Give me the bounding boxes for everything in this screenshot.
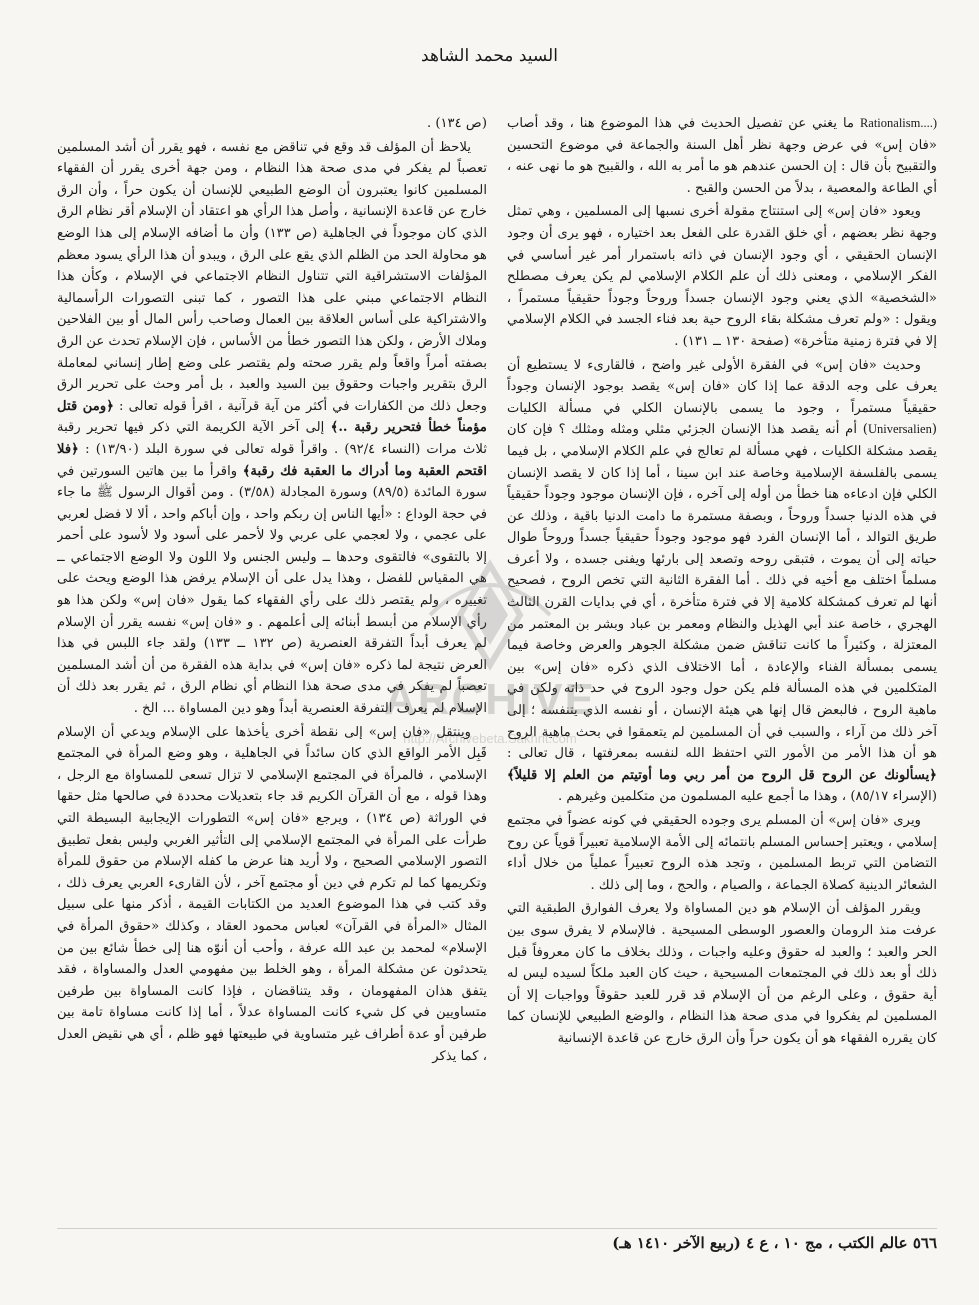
quran-verse: ﴿يسألونك عن الروح قل الروح من أمر ربي وما أوتيتم من العلم إلا قليلاً﴾	[507, 767, 937, 783]
paragraph	[507, 113, 937, 199]
paragraph-text: وحديث «فان إس» في الفقرة الأولى غير واضح ، فالقارىء لا يستطيع أن يعرف على وجه الدقة عما إذا كان «فان إس» يقصد بوجود الإنسان وجوداً حقيقياً مستمراً ، وجود ما يسمى بالإنسان الكلي في مسألة الكليات (	[507, 357, 937, 438]
paragraph-text: ) أم أنه يقصد هذا الإنسان الجزئي مثلي ومثله ومثلك ؟ فإن كان يقصد مشكلة الكليات ، فهي مسألة لم تعالج في علم الكلام الإسلامي ، بل فيما يسمى بالفلسفة الإسلامية وخاصة عند ابن سينا ، أما إذا كان لا يقصد الإنسان الكلي فإن ادعاءه هنا خطأ من أوله إلى آخره ، فإن الإنسان موجود وجوداً حقيقياً في هذه الدنيا جسداً وروحاً ، وبصفة مستمرة ما دامت الدنيا باقية ، وذلك عن طريق التوالد ، أما الإنسان الفرد فهو موجود وجوداً حقيقياً جسداً وروحاً طوال حياته إلى أن يموت ، فتبقى روحه وتصعد إلى بارئها ويفنى جسده ، ولا أعرف مسلماً اختلف مع أخيه في ذلك . أما الفقرة الثانية التي تخص الروح ، فصحيح أنها لم تعرف كمشكلة كلامية إلا في فترة متأخرة ، أي في بدايات القرن الثالث الهجري ، خاصة عند أبي الهذيل والنظام ومعمر بن عباد وبشر بن المعتمر من المعتزلة ، وكثيراً ما كانت تناقش ضمن مشكلة الجوهر والعرض وخاصة فيما يسمى بمسألة الفناء والإعادة ، أما الاختلاف الذي ذكره «فان إس» بين المتكلمين في هذه المسألة فلم يكن حول وجود الروح في حد ذاته ولكن في ماهية الروح ، فالبعض قال إنها هي هيئة الإنسان ، أو نفسه الذي يتنفسه ؛ إلى آخر ذلك من آراء ، والسبب في أن المسلمين لم يتعمقوا في بحث ماهية الروح هو أن هذا الأمر من الأمور التي احتفظ الله لنفسه بمعرفتها ، قال تعالى :	[507, 422, 937, 762]
watermark-url: http://Archivebeta.Sakhrit.com	[403, 731, 577, 746]
footer-divider	[57, 1228, 937, 1229]
right-column	[507, 113, 937, 1223]
paragraph: ويرى «فان إس» أن المسلم يرى وجوده الحقيقي في كونه عضواً في مجتمع إسلامي ، ويعتبر إحساس المسلم بانتمائه إلى الأمة الإسلامية تعبيراً قوياً عن روح التضامن التي تربط المسلمين ، وتجد هذه الروح تعبيراً عملياً من خلال أداء الشعائر الدينية كصلاة الجماعة ، والصيام ، والحج ، وما إلى ذلك .	[507, 813, 937, 893]
paragraph-text: ما يغني عن تفصيل الحديث في هذا الموضوع هنا ، وقد أصاب «فان إس» في عرض وجهة نظر أهل السنة والجماعة في موضوع التحسين والتقبيح بأن قال : إن الحسن عندهم هو ما أمر به الله ، والقبيح هو ما نهى عنه ، أي الطاعة والمعصية ، بدلاً من الحسن والقبح .	[507, 116, 937, 196]
watermark-text: ARCHIVE	[383, 675, 597, 724]
latin-term: Universalien	[867, 422, 932, 437]
paragraph-text: يلاحظ أن المؤلف قد وقع في تناقض مع نفسه ، فهو يقرر أن أشد المسلمين تعصباً لم يفكر في مدى صحة هذا النظام ، ومن جهة أخرى يقرر أن الفقهاء المسلمين كانوا يعتبرون أن الوضع الطبيعي للإنسان أن يكون حراً ، وأن الرق خارج عن قاعدة الإنسانية ، وأصل هذا الرأي هو اعتقاد أن الإسلام أقر نظام الرق الذي كان موجوداً في الجاهلية (ص ١٣٣) وأن ما أضافه الإسلام إلى هذا الوضع هو محاولة الحد من الظلم الذي يقع على الرق ، ويبدو أن هذا الرأي يسود معظم المؤلفات الاستشراقية التي تتناول النظام الاجتماعي في الإسلام ، وكأن هذا النظام الاجتماعي مبني على هذا التصور ، كما تبنى التصورات الرأسمالية والاشتراكية على أساس العلاقة بين العمال وصاحب رأس المال أو بين الفلاحين وملاك الأرض ، ولكن هذا التصور خطأ من الأساس ، فإن الإسلام تحدث عن الرق بصفته أمراً واقعاً ولم يقرر صحته ولم يقتصر على وضع إطار إنساني لمعاملة الرق بتقرير واجبات وحقوق بين السيد والعبد ، بل أمر وحث على تحرير الرق وجعل ذلك من الكفارات في أكثر من آية قرآنية ، اقرأ قوله تعالى :	[57, 139, 487, 414]
paragraph: وينتقل «فان إس» إلى نقطة أخرى يأخذها على الإسلام ويدعي أن الإسلام قَبِل الأمر الواقع الذي كان سائداً في الجاهلية ، وهو وضع المرأة في المجتمع الإسلامي ، فالمرأة في المجتمع الإسلامي لا تزال تسعى للمساواة مع الرجل ، وهذا قوله ، مع أن القرآن الكريم قد جاء بتعديلات محددة في صالحها مثل حقها في الوراثة (ص ١٣٤) ، ويرجع «فان إس» التطورات الإيجابية البسيطة التي طرأت على المرأة في المجتمع الإسلامي إلى التأثير الغربي وليس بفعل تطبيق التصور الإسلامي الصحيح ، ولا أريد هنا عرض ما كفله الإسلام من حقوق للمرأة وتكريمها كما لم تكرم في دين أو مجتمع آخر ، لأن القارىء العربي يعرف ذلك ، وقد كتب في هذا الموضوع العديد من الكتابات القيمة ، أذكر منها على سبيل المثال «المرأة في القرآن» لعباس محمود العقاد ، وكذلك «حقوق المرأة في الإسلام» لمحمد بن عبد الله عرفة ، وأحب أن أنوّه هنا إلى خطأ شائع بين من يتحدثون عن مشكلة المرأة ، وهو الخلط بين مفهومي العدل والمساواة ، فقد يتفق هذان المفهومان ، وقد يتناقضان ، فإذا كانت المساواة بين طرفين متساويين في كل شيء كانت المساواة عدلاً ، أما إذا كانت مساواة تامة بين طرفين أو عدة أطراف غير متساوية في طبيعتها فهو ظلم ، أي هي نقيض العدل ، كما يذكر	[57, 724, 487, 1064]
quran-verse: ﴿ومن قتل مؤمناً خطأ فتحرير رقبة ..﴾	[57, 398, 487, 436]
paragraph: (ص ١٣٤) .	[426, 116, 487, 131]
quran-verse: ﴿فلا اقتحم العقبة وما أدراك ما العقبة فك رقبة﴾	[57, 441, 487, 479]
paragraph-text: إلى آخر الآية الكريمة التي ذكر فيها تحرير رقبة ثلاث مرات (النساء ٩٢/٤) . واقرأ قوله تعالى في سورة البلد (١٣/٩٠) :	[57, 420, 487, 457]
paragraph	[507, 355, 937, 808]
page-number: ٥٦٦	[912, 1234, 937, 1252]
paragraph-text: (الإسراء ٨٥/١٧) ، وهذا ما أجمع عليه المسلمون من متكلمين وغيرهم .	[558, 789, 937, 805]
journal-citation: عالم الكتب ، مج ١٠ ، ع ٤ (ربيع الآخر ١٤١٠ هـ)	[612, 1234, 908, 1252]
paragraph: ويعود «فان إس» إلى استنتاج مقولة أخرى نسبها إلى المسلمين ، وهي تمثل وجهة نظر بعضهم ، أي خلق القدرة على الفعل بعد اختياره ، فهو يرى أن وجود الإنسان الحقيقي ، أي وجود الإنسان في ذاته باستمرار أمر غير أساسي في الفكر الإسلامي ، ومعنى ذلك أن علم الكلام الإسلامي لم يكن يعرف مصطلح «الشخصية» الذي يعني وجود الإنسان جسداً وروحاً وجوداً حقيقياً مستمراً ، ويقول : «ولم تعرف مشكلة بقاء الروح حية بعد فناء الجسد في الكلام الإسلامي إلا في فترة زمنية متأخرة» (صفحة ١٣٠ ــ ١٣١) .	[507, 204, 937, 349]
paragraph	[57, 137, 487, 720]
running-title: السيد محمد الشاهد	[421, 46, 558, 66]
paragraph: ويقرر المؤلف أن الإسلام هو دين المساواة ولا يعرف الفوارق الطبقية التي عرفت منذ الرومان والعصور الوسطى المسيحية . فالإسلام لا يفرق سوى بين الحر والعبد ؛ والعبد له حقوق وعليه واجبات ، وذلك بخلاف ما كان معروفاً قبل ذلك أو بعد ذلك في المجتمعات المسيحية ، حيث كان العبد ملكاً لسيده ليس له أية حقوق ، وعلى الرغم من أن الإسلام قد قرر للعبد حقوقاً وواجبات إلا أن المسلمين لم يفكروا في مدى صحة هذا النظام ، والوضع الطبيعي للإنسان كما كان يقرره الفقهاء هو أن يكون حراً وأن الرق خارج عن قاعدة الإنسانية	[507, 901, 937, 1046]
left-column	[57, 113, 487, 1223]
page-footer	[612, 1234, 937, 1252]
paragraph-text: واقرأ ما بين هاتين السورتين في سورة المائدة (٨٩/٥) وسورة المجادلة (٣/٥٨) . ومن أقوال الرسول ﷺ ما جاء في حجة الوداع : «أيها الناس إن ربكم واحد ، وإن أباكم واحد ، ألا لا فضل لعربي على عجمي ، ولا لعجمي على عربي ولا لأحمر على أسود ولا لأسود على أحمر إلا بالتقوى» فالتقوى وحدها ــ وليس الجنس ولا اللون ولا الوضع الاجتماعي ــ هي المقياس للفضل ، وهذا يدل على أن الإسلام يرفض هذا الوضع ويحث على تغييره ، ولم يقتصر ذلك على رأي الفقهاء كما يقول «فان إس» ولكن هذا هو رأي الإسلام من أبسط أبنائه إلى أعلمهم . و «فان إس» نفسه يقرر أن الإسلام لم يعرف أبداً التفرقة العنصرية (ص ١٣٢ ــ ١٣٣) ولقد جاء اللبس في هذا العرض نتيجة لما ذكره «فان إس» في بداية هذه الفقرة من أن أشد المسلمين تعصباً لم يفكر في مدى صحة هذا النظام أي نظام الرق ، ثم يقرر بعد ذلك أن الإسلام لم يعرف التفرقة العنصرية أبداً وهو دين المساواة ... الخ .	[57, 463, 487, 717]
latin-term: Rationalism....)	[859, 116, 937, 130]
